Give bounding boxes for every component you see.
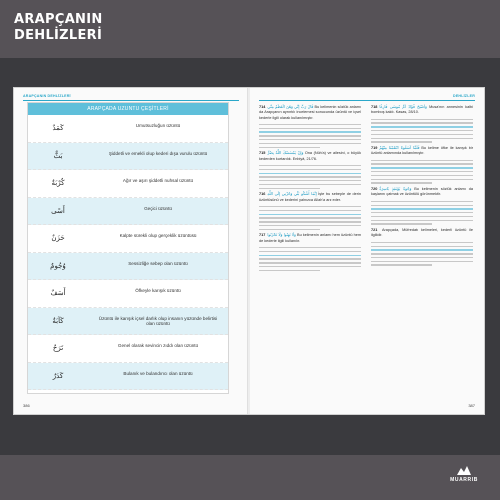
text-line (259, 214, 361, 215)
left-page (14, 88, 248, 414)
arabic-quote: وَأَصْبَحَ فُؤَادُ أُمِّ مُوسَى فَارِغًا (379, 104, 427, 109)
text-line (371, 216, 473, 217)
table-row (28, 280, 228, 308)
footnote (371, 227, 473, 239)
table-row (28, 225, 228, 253)
text-line (259, 229, 320, 230)
text-line (371, 246, 473, 247)
arabic-quote: إِنَّمَا أَشْكُو بَثِّي وَحُزْنِي إِلَى اللَّهِ (267, 191, 317, 197)
text-line (371, 119, 473, 120)
arabic-quote: وَإِنْ يَمْسَسْكَ اللَّهُ بِضُرٍّ (267, 150, 304, 156)
right-page-number: 387 (468, 403, 475, 408)
term-description: Üzüntü ile karışık içsel darlık olup insanın yüzünde belirtisi olan üzüntü (98, 315, 218, 326)
left-page-number: 386 (23, 403, 30, 408)
footnote (259, 150, 361, 162)
arabic-quote: قَالَ رَبِّ إِنِّي وَهَنَ الْعَظْمُ مِنِّي (267, 104, 314, 109)
text-line (259, 165, 361, 166)
text-line (259, 188, 320, 189)
footnote-text: Bu kelimenin anlamı hem üzüntü hem de kederle ilgili kullanılır. (259, 233, 361, 243)
footnote-number: 720 (371, 187, 378, 192)
arabic-term: كُرْبَةٌ (51, 179, 65, 187)
term-description: Ağır ve aşırı şiddetli nuhsal üzüntü (122, 178, 194, 183)
text-line (371, 212, 473, 213)
publisher-logo (444, 465, 484, 491)
publisher-name: MUARRIB (450, 477, 478, 483)
text-line (259, 266, 361, 267)
text-line (371, 257, 473, 258)
term-description: Kalpte sürekli olup gerçeklik üzüntüsü (119, 233, 197, 238)
arabic-term: كَدَرٌ (52, 371, 64, 380)
footnote-text: Ona (Nûh'a) ve ailesini, o büyük kederden kurtardık. Enbiyâ, 21/76. (259, 151, 361, 161)
term-description: Umutsuzluğun üzüntü (135, 123, 181, 128)
text-line (259, 147, 320, 148)
book-title-line1: ARAPÇANIN (14, 12, 103, 27)
footnote (259, 232, 361, 244)
footnote (371, 145, 473, 157)
term-description: Geçici üzüntü (144, 205, 172, 211)
text-line (259, 169, 361, 170)
arabic-term: حَزَنٌ (51, 234, 65, 242)
text-line (259, 255, 361, 256)
arabic-term: كَآبَةٌ (52, 316, 64, 325)
arabic-quote: فَلَمَّا آسَفُونَا انْتَقَمْنَا مِنْهُمْ (379, 145, 420, 151)
table-row (28, 115, 228, 143)
text-line (371, 122, 473, 123)
right-header-rule (259, 100, 475, 101)
notes-column-2 (371, 104, 473, 404)
text-line (371, 134, 473, 135)
footnote (259, 104, 361, 121)
text-line (371, 220, 473, 221)
text-line (371, 264, 432, 265)
right-running-head: DEHLİZLER (453, 94, 475, 98)
mountain-logo-icon (457, 465, 471, 475)
text-line (259, 206, 361, 207)
book-title (14, 12, 103, 44)
left-header-rule (23, 100, 239, 101)
text-line (259, 128, 361, 129)
arabic-quote: وَجُوهٌ يَوْمَئِذٍ بَاسِرَةٌ (379, 186, 412, 192)
table-row (28, 143, 228, 171)
text-line (259, 210, 361, 211)
footnote-number: 721 (371, 228, 378, 233)
text-line (259, 270, 320, 271)
text-line (259, 124, 361, 125)
footnote-text: Bu kelimenin sözlük anlamı da Arapçanın ayrıntılı incelemesi sonucunda üzüntü ve içsel kederle ilgili olarak kullanılmıştır. (259, 105, 361, 120)
footnote-number: 718 (371, 105, 378, 109)
arabic-term: أَسَفٌ (50, 289, 66, 297)
text-line (371, 171, 473, 172)
text-line (371, 163, 473, 164)
term-description: Şiddetli ve emekli olup kederi dışa vurulu üzüntü (108, 150, 208, 156)
table-row (28, 308, 228, 336)
term-description: Sessizliğe sebep olan üzüntü (128, 260, 188, 266)
text-line (371, 141, 432, 142)
footnote-text: Musa'nın annesinin kalbi bomboş kaldı. Kasas, 28/10. (371, 105, 473, 115)
text-line (259, 135, 361, 136)
text-line (259, 173, 361, 174)
term-description: Bulanık ve bulandırıcı olan üzüntü (123, 370, 193, 376)
text-line (259, 258, 361, 259)
book-title-line2: DEHLİZLERİ (14, 28, 103, 43)
table-row (28, 335, 228, 363)
footnote-text: Bu kelimenin sözlük anlamı da kaşlarını çatmak ve üzüntülü görünmektir. (371, 187, 473, 197)
table-title: ARAPÇADA UZUNTU ÇEŞİTLERİ (28, 103, 228, 115)
footnote-number: 717 (259, 233, 266, 238)
notes-column-1 (259, 104, 361, 404)
left-running-head: ARAPÇANIN DEHLİZLERİ (23, 94, 71, 98)
text-line (259, 131, 361, 132)
text-line (371, 242, 473, 243)
text-line (371, 205, 473, 206)
text-line (259, 180, 361, 181)
arabic-term: وُجُومٌ (50, 261, 66, 270)
footnote-text: Arapçada, Müfredatı kelimeleri, kederli üzüntü ile ilgilidir. (371, 228, 473, 238)
bottom-band (0, 455, 500, 500)
text-line (259, 184, 361, 185)
arabic-term: تَرَحٌ (52, 344, 64, 352)
text-line (259, 139, 361, 140)
footnote (371, 186, 473, 198)
text-line (259, 217, 361, 218)
text-line (259, 143, 361, 144)
text-line (259, 221, 361, 222)
text-line (371, 175, 473, 176)
footnote-number: 714 (259, 105, 266, 109)
text-line (259, 247, 361, 248)
table-body (28, 115, 228, 390)
text-line (371, 249, 473, 250)
footnote-number: 715 (259, 151, 266, 156)
text-line (371, 182, 432, 183)
footnote (371, 104, 473, 116)
text-line (259, 225, 361, 226)
text-line (371, 261, 473, 262)
arabic-term: بَثٌّ (53, 151, 63, 160)
table-row (28, 170, 228, 198)
footnote-text: İşte bu sebeple de derin üzüntüsünü ve kederini yalnızca Allah'a arz eder. (259, 192, 361, 202)
arabic-quote: وَلَا تَهِنُوا وَلَا تَحْزَنُوا (267, 232, 296, 238)
table-row (28, 198, 228, 226)
text-line (371, 208, 473, 209)
footnote-number: 716 (259, 192, 266, 197)
table-row (28, 253, 228, 281)
notes-columns (259, 104, 475, 404)
footnote-number: 719 (371, 146, 378, 151)
text-line (259, 176, 361, 177)
text-line (371, 253, 473, 254)
text-line (371, 126, 473, 127)
text-line (371, 167, 473, 168)
text-line (259, 251, 361, 252)
text-line (371, 130, 473, 131)
right-page (250, 88, 484, 414)
text-line (371, 223, 432, 224)
open-book (14, 88, 484, 414)
term-description: Genel olarak sevincin zıddı olan üzüntü (117, 343, 199, 348)
footnote-text: Bu kelime öfke ile karışık bir üzüntü anlamında kullanılmıştır. (371, 146, 473, 156)
footnote (259, 191, 361, 203)
text-line (371, 201, 473, 202)
table-row (28, 363, 228, 391)
text-line (371, 160, 473, 161)
text-line (259, 262, 361, 263)
term-description: Öfkeyle karışık üzüntü (135, 288, 181, 293)
sorrow-types-table (27, 102, 229, 394)
text-line (371, 138, 473, 139)
arabic-term: أَسًى (51, 206, 65, 215)
text-line (371, 179, 473, 180)
arabic-term: كَمَدٌ (52, 124, 64, 132)
